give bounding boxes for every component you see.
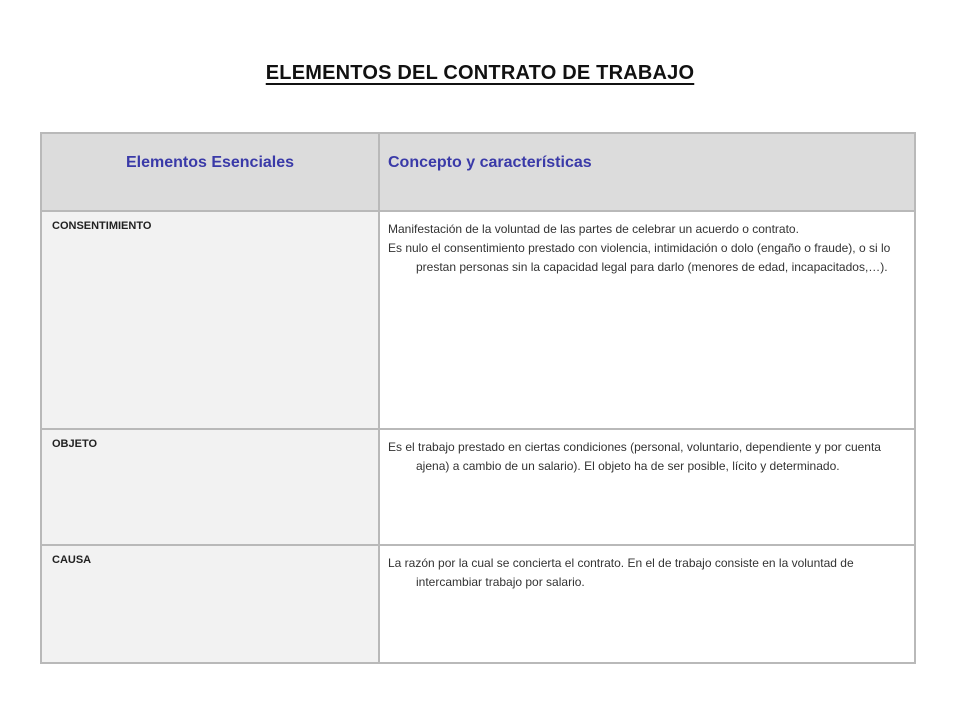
table-header-row [41, 133, 915, 211]
row-label: CAUSA [41, 545, 379, 663]
description-paragraph: Manifestación de la voluntad de las partes de celebrar un acuerdo o contrato. [388, 222, 799, 236]
row-description [379, 545, 915, 663]
column-header-concept: Concepto y características [379, 133, 915, 211]
description-paragraph: La razón por la cual se concierta el contrato. En el de trabajo consiste en la voluntad de intercambiar trabajo por salario. [388, 556, 854, 589]
contract-elements-table [40, 132, 916, 664]
row-description [379, 211, 915, 429]
column-header-elements: Elementos Esenciales [41, 133, 379, 211]
table-row-causa [41, 545, 915, 663]
description-paragraph: Es el trabajo prestado en ciertas condiciones (personal, voluntario, dependiente y por cuenta ajena) a cambio de un salario). El objeto ha de ser posible, lícito y determinado. [388, 440, 881, 473]
description-paragraph: Es nulo el consentimiento prestado con violencia, intimidación o dolo (engaño o fraude), o si lo prestan personas sin la capacidad legal para darlo (menores de edad, incapacitados,…). [388, 241, 891, 274]
page-title: ELEMENTOS DEL CONTRATO DE TRABAJO [265, 62, 695, 84]
row-description [379, 429, 915, 545]
table-row-objeto [41, 429, 915, 545]
table-row-consentimiento [41, 211, 915, 429]
row-label: OBJETO [41, 429, 379, 545]
row-label: CONSENTIMIENTO [41, 211, 379, 429]
